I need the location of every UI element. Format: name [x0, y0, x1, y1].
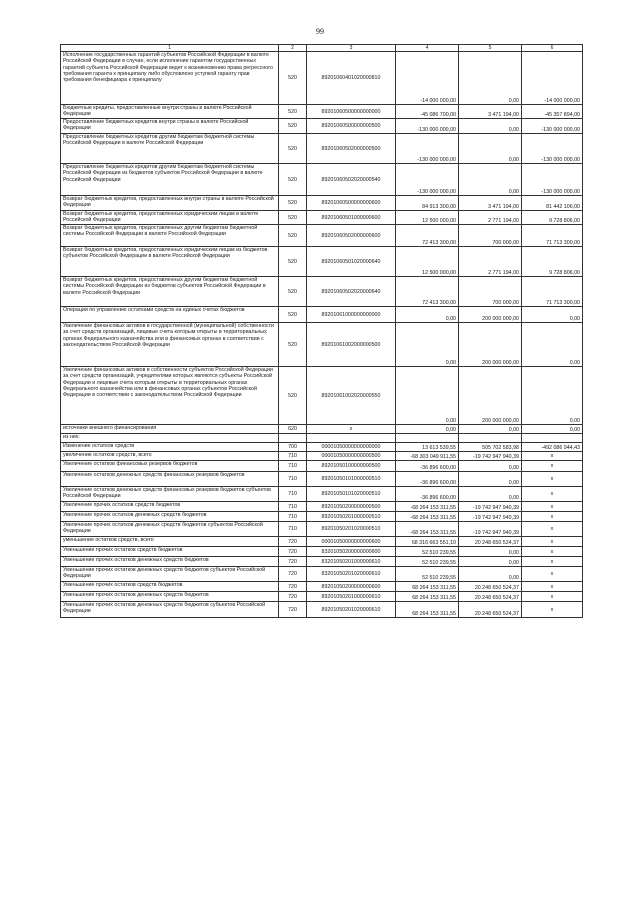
row-unexecuted-cell: -130 000 000,00	[522, 164, 583, 196]
table-row	[61, 225, 583, 247]
row-classifier-cell: 89201050101020000510	[307, 487, 396, 502]
row-classifier-cell: 89201060501020000640	[307, 247, 396, 277]
row-name-cell: Исполнение государственных гарантий субъектов Российской Федерации в валюте Российской Федерации в случае, если исполнение гарантом государственных гарантий субъекта Российской Федерации ведет к возникновению права регрессного требования гаранта к принципалу либо обусловлено уступкой гаранту прав требования бенефициара к принципалу	[61, 52, 279, 105]
row-approved-cell: -68 264 153 311,55	[396, 502, 459, 512]
row-code-cell: 720	[279, 547, 307, 557]
row-executed-cell: 0,00	[459, 487, 522, 502]
row-unexecuted-cell: 0,00	[522, 323, 583, 367]
row-name-cell: Возврат бюджетных кредитов, предоставленных внутри страны в валюте Российской Федерации	[61, 196, 279, 211]
table-row	[61, 602, 583, 618]
table-row	[61, 425, 583, 434]
row-approved-cell: -36 896 600,00	[396, 487, 459, 502]
row-classifier-cell: 89201050100000000500	[307, 461, 396, 472]
row-classifier-cell: 83201050201020000610	[307, 567, 396, 582]
row-unexecuted-cell: x	[522, 487, 583, 502]
row-unexecuted-cell: x	[522, 512, 583, 522]
table-row	[61, 443, 583, 452]
table-row	[61, 211, 583, 225]
row-name-cell: Увеличение прочих остатков денежных средств бюджетов субъектов Российской Федерации	[61, 522, 279, 537]
row-executed-cell: 200 000 000,00	[459, 307, 522, 323]
header-cell: 1	[61, 45, 279, 52]
row-classifier-cell: 89201050200000000600	[307, 582, 396, 592]
row-classifier-cell: 89201061000000000000	[307, 307, 396, 323]
row-approved-cell: 84 913 300,00	[396, 196, 459, 211]
row-executed-cell: 0,00	[459, 425, 522, 434]
row-classifier-cell: 89201050201020000610	[307, 602, 396, 618]
row-executed-cell: 200 000 000,00	[459, 367, 522, 425]
row-unexecuted-cell: 0,00	[522, 425, 583, 434]
row-approved-cell: 68 264 153 311,55	[396, 602, 459, 618]
row-name-cell: Увеличение остатков финансовых резервов бюджетов	[61, 461, 279, 472]
row-name-cell: источники внешнего финансирования	[61, 425, 279, 434]
row-code-cell: 720	[279, 602, 307, 618]
row-code-cell: 520	[279, 119, 307, 134]
row-name-cell: Уменьшение прочих остатков денежных средств бюджетов	[61, 592, 279, 602]
table-row	[61, 461, 583, 472]
row-executed-cell: 0,00	[459, 52, 522, 105]
page-number: 99	[316, 27, 324, 36]
row-unexecuted-cell	[522, 434, 583, 443]
table-row	[61, 134, 583, 164]
table-row	[61, 196, 583, 211]
table-row	[61, 307, 583, 323]
row-approved-cell: 12 500 000,00	[396, 247, 459, 277]
row-executed-cell: 20 248 650 524,37	[459, 602, 522, 618]
row-classifier-cell: 00001050000000000500	[307, 452, 396, 461]
row-classifier-cell: 89201060502020000540	[307, 164, 396, 196]
header-cell: 5	[459, 45, 522, 52]
row-name-cell: Увеличение прочих остатков денежных средств бюджетов	[61, 512, 279, 522]
row-executed-cell: 20 248 650 524,37	[459, 582, 522, 592]
row-code-cell: 710	[279, 487, 307, 502]
header-cell: 6	[522, 45, 583, 52]
row-name-cell: Увеличение финансовых активов в собственности субъектов Российской Федерации за счет средств организаций, учредителями которых являются субъекты Российской Федерации и лицевые счета которым открыты в территориальных органах Федерального казначейства или в финансовых органах субъектов Российской Федерации в соответствии с законодательством Российской Федерации	[61, 367, 279, 425]
row-approved-cell: 0,00	[396, 425, 459, 434]
table-row	[61, 557, 583, 567]
row-unexecuted-cell: -130 000 000,00	[522, 119, 583, 134]
row-executed-cell: 0,00	[459, 119, 522, 134]
row-name-cell: Уменьшение прочих остатков денежных средств бюджетов субъектов Российской Федерации	[61, 567, 279, 582]
row-unexecuted-cell: -14 000 000,00	[522, 52, 583, 105]
table-row	[61, 487, 583, 502]
row-name-cell: Предоставление бюджетных кредитов внутри страны в валюте Российской Федерации	[61, 119, 279, 134]
row-unexecuted-cell: 81 442 106,00	[522, 196, 583, 211]
row-approved-cell: 0,00	[396, 367, 459, 425]
row-code-cell: 720	[279, 557, 307, 567]
table-row	[61, 547, 583, 557]
row-unexecuted-cell: x	[522, 502, 583, 512]
row-classifier-cell: 89201061002020000550	[307, 367, 396, 425]
row-unexecuted-cell: -130 000 000,00	[522, 134, 583, 164]
row-code-cell: 720	[279, 567, 307, 582]
header-cell: 3	[307, 45, 396, 52]
row-code-cell: 710	[279, 461, 307, 472]
row-approved-cell: 52 510 239,55	[396, 567, 459, 582]
row-name-cell: Уменьшение прочих остатков средств бюджетов	[61, 547, 279, 557]
row-unexecuted-cell: 9 728 806,00	[522, 211, 583, 225]
row-unexecuted-cell: -492 086 944,43	[522, 443, 583, 452]
row-approved-cell: -130 000 000,00	[396, 119, 459, 134]
table-row	[61, 582, 583, 592]
table-row	[61, 522, 583, 537]
row-code-cell: 520	[279, 307, 307, 323]
row-classifier-cell: 89201060401020000810	[307, 52, 396, 105]
row-classifier-cell: 89201050201000000510	[307, 512, 396, 522]
row-name-cell: уменьшение остатков средств, всего	[61, 537, 279, 547]
row-executed-cell: 700 000,00	[459, 225, 522, 247]
header-cell: 2	[279, 45, 307, 52]
table-row	[61, 323, 583, 367]
row-code-cell: 520	[279, 52, 307, 105]
row-name-cell: Возврат бюджетных кредитов, предоставленных другим бюджетам бюджетной системы Российской Федерации в валюте Российской Федерации	[61, 225, 279, 247]
table-row	[61, 164, 583, 196]
row-approved-cell: -68 264 153 311,55	[396, 512, 459, 522]
row-classifier-cell: 89201061002000000500	[307, 323, 396, 367]
row-unexecuted-cell: x	[522, 557, 583, 567]
row-code-cell	[279, 434, 307, 443]
row-executed-cell: 0,00	[459, 557, 522, 567]
row-unexecuted-cell: 71 713 300,00	[522, 277, 583, 307]
row-executed-cell: -19 742 947 940,39	[459, 522, 522, 537]
row-unexecuted-cell: x	[522, 452, 583, 461]
row-classifier-cell	[307, 434, 396, 443]
row-code-cell: 710	[279, 502, 307, 512]
table-row	[61, 119, 583, 134]
row-classifier-cell: 83201050201000000610	[307, 557, 396, 567]
row-approved-cell: -36 896 600,00	[396, 461, 459, 472]
row-executed-cell: 0,00	[459, 461, 522, 472]
row-name-cell: Операции по управлению остатками средств на единых счетах бюджетов	[61, 307, 279, 323]
row-approved-cell: -68 264 153 311,55	[396, 522, 459, 537]
table-row	[61, 277, 583, 307]
row-code-cell: 710	[279, 512, 307, 522]
row-executed-cell: 20 248 650 524,37	[459, 592, 522, 602]
row-classifier-cell: 89201060502000000500	[307, 134, 396, 164]
row-unexecuted-cell: 0,00	[522, 367, 583, 425]
row-approved-cell: 72 413 300,00	[396, 225, 459, 247]
table-row	[61, 592, 583, 602]
row-name-cell: из них:	[61, 434, 279, 443]
row-approved-cell: 72 413 300,00	[396, 277, 459, 307]
row-name-cell: Бюджетные кредиты, предоставленные внутри страны в валюте Российской Федерации	[61, 105, 279, 119]
row-code-cell: 720	[279, 537, 307, 547]
row-code-cell: 720	[279, 582, 307, 592]
row-unexecuted-cell: -45 357 894,00	[522, 105, 583, 119]
row-executed-cell: 3 471 194,00	[459, 196, 522, 211]
table-header-row	[61, 45, 583, 52]
row-name-cell: Уменьшение прочих остатков средств бюджетов	[61, 582, 279, 592]
row-executed-cell: 2 771 194,00	[459, 211, 522, 225]
row-code-cell: 520	[279, 211, 307, 225]
row-executed-cell: -19 742 947 940,39	[459, 452, 522, 461]
row-unexecuted-cell: x	[522, 567, 583, 582]
row-executed-cell: 200 000 000,00	[459, 323, 522, 367]
row-executed-cell: 700 000,00	[459, 277, 522, 307]
row-approved-cell: -130 000 000,00	[396, 164, 459, 196]
table-row	[61, 52, 583, 105]
row-executed-cell: 3 471 194,00	[459, 105, 522, 119]
row-approved-cell: -14 000 000,00	[396, 52, 459, 105]
row-approved-cell: 68 264 153 311,55	[396, 582, 459, 592]
row-code-cell: 520	[279, 225, 307, 247]
row-code-cell: 710	[279, 472, 307, 487]
table-row	[61, 452, 583, 461]
row-name-cell: Изменение остатков средств	[61, 443, 279, 452]
row-name-cell: Увеличение остатков денежных средств финансовых резервов бюджетов субъектов Российской Федерации	[61, 487, 279, 502]
row-approved-cell: -68 303 049 911,55	[396, 452, 459, 461]
budget-sources-table	[60, 44, 583, 618]
row-classifier-cell: 83201050200000000600	[307, 547, 396, 557]
row-executed-cell	[459, 434, 522, 443]
table-row	[61, 247, 583, 277]
table-row	[61, 502, 583, 512]
row-name-cell: увеличение остатков средств, всего	[61, 452, 279, 461]
row-name-cell: Предоставление бюджетных кредитов другим бюджетам бюджетной системы Российской Федерации в валюте Российской Федерации	[61, 134, 279, 164]
row-approved-cell: -36 896 600,00	[396, 472, 459, 487]
row-code-cell: 520	[279, 277, 307, 307]
row-approved-cell: 0,00	[396, 307, 459, 323]
row-unexecuted-cell: x	[522, 547, 583, 557]
row-unexecuted-cell: 0,00	[522, 307, 583, 323]
row-classifier-cell: 00001050000000000000	[307, 443, 396, 452]
row-unexecuted-cell: x	[522, 602, 583, 618]
table-row	[61, 434, 583, 443]
row-unexecuted-cell: x	[522, 461, 583, 472]
row-code-cell: 720	[279, 592, 307, 602]
row-name-cell: Возврат бюджетных кредитов, предоставленных юридическим лицам из бюджетов субъектов Российской Федерации в валюте Российской Федерации	[61, 247, 279, 277]
row-code-cell: 520	[279, 164, 307, 196]
row-classifier-cell: 00001050000000000600	[307, 537, 396, 547]
row-approved-cell: 12 500 000,00	[396, 211, 459, 225]
row-name-cell: Возврат бюджетных кредитов, предоставленных юридическим лицам в валюте Российской Федерации	[61, 211, 279, 225]
row-unexecuted-cell: x	[522, 537, 583, 547]
table-row	[61, 512, 583, 522]
row-executed-cell: 0,00	[459, 547, 522, 557]
row-classifier-cell: 89201060501000000600	[307, 211, 396, 225]
row-approved-cell: 13 613 539,55	[396, 443, 459, 452]
row-classifier-cell: 89201050101000000510	[307, 472, 396, 487]
row-classifier-cell: 89201060502000000600	[307, 225, 396, 247]
row-approved-cell: -45 086 700,00	[396, 105, 459, 119]
row-executed-cell: -19 742 947 940,39	[459, 502, 522, 512]
row-code-cell: 710	[279, 522, 307, 537]
row-classifier-cell: 89201060502020000640	[307, 277, 396, 307]
row-name-cell: Уменьшение прочих остатков денежных средств бюджетов субъектов Российской Федерации	[61, 602, 279, 618]
row-approved-cell: 52 510 239,55	[396, 557, 459, 567]
header-cell: 4	[396, 45, 459, 52]
row-executed-cell: 0,00	[459, 567, 522, 582]
row-unexecuted-cell: x	[522, 522, 583, 537]
row-executed-cell: 0,00	[459, 164, 522, 196]
row-approved-cell: -130 000 000,00	[396, 134, 459, 164]
table-row	[61, 105, 583, 119]
row-approved-cell: 0,00	[396, 323, 459, 367]
row-code-cell: 520	[279, 367, 307, 425]
row-classifier-cell: 89201050201020000510	[307, 522, 396, 537]
row-unexecuted-cell: x	[522, 592, 583, 602]
table-row	[61, 472, 583, 487]
row-code-cell: 620	[279, 425, 307, 434]
row-executed-cell: 0,00	[459, 134, 522, 164]
row-classifier-cell: 89201050200000000500	[307, 502, 396, 512]
row-unexecuted-cell: x	[522, 472, 583, 487]
row-name-cell: Увеличение прочих остатков средств бюджетов	[61, 502, 279, 512]
row-name-cell: Возврат бюджетных кредитов, предоставленных другим бюджетам бюджетной системы Российской Федерации из бюджетов субъектов Российской Федерации в валюте Российской Федерации	[61, 277, 279, 307]
row-code-cell: 520	[279, 196, 307, 211]
row-name-cell: Увеличение финансовых активов в государственной (муниципальной) собственности за счет средств организаций, лицевые счета которым открыты в территориальных органах Федерального казначейства или в финансовых органах в соответствии с законодательством Российской Федерации	[61, 323, 279, 367]
row-classifier-cell: x	[307, 425, 396, 434]
row-approved-cell: 52 510 239,55	[396, 547, 459, 557]
row-executed-cell: 0,00	[459, 472, 522, 487]
row-approved-cell: 68 316 663 551,10	[396, 537, 459, 547]
row-code-cell: 520	[279, 323, 307, 367]
row-executed-cell: 20 248 650 524,37	[459, 537, 522, 547]
row-unexecuted-cell: 9 728 806,00	[522, 247, 583, 277]
row-executed-cell: 505 702 583,98	[459, 443, 522, 452]
row-code-cell: 710	[279, 452, 307, 461]
row-classifier-cell: 89201060500000000600	[307, 196, 396, 211]
row-unexecuted-cell: 71 713 300,00	[522, 225, 583, 247]
row-name-cell: Уменьшение прочих остатков денежных средств бюджетов	[61, 557, 279, 567]
table-row	[61, 537, 583, 547]
row-code-cell: 700	[279, 443, 307, 452]
row-classifier-cell: 89201050201000000610	[307, 592, 396, 602]
row-executed-cell: -19 742 947 940,39	[459, 512, 522, 522]
row-code-cell: 520	[279, 247, 307, 277]
row-executed-cell: 2 771 194,00	[459, 247, 522, 277]
row-classifier-cell: 89201060500000000000	[307, 105, 396, 119]
row-name-cell: Увеличение остатков денежных средств финансовых резервов бюджетов	[61, 472, 279, 487]
table-row	[61, 567, 583, 582]
row-unexecuted-cell: x	[522, 582, 583, 592]
row-approved-cell: 68 264 153 311,55	[396, 592, 459, 602]
row-name-cell: Предоставление бюджетных кредитов другим бюджетам бюджетной системы Российской Федерации из бюджетов субъектов Российской Федерации в валюте Российской Федерации	[61, 164, 279, 196]
row-approved-cell	[396, 434, 459, 443]
row-code-cell: 520	[279, 105, 307, 119]
row-classifier-cell: 89201060500000000500	[307, 119, 396, 134]
table-row	[61, 367, 583, 425]
row-code-cell: 520	[279, 134, 307, 164]
